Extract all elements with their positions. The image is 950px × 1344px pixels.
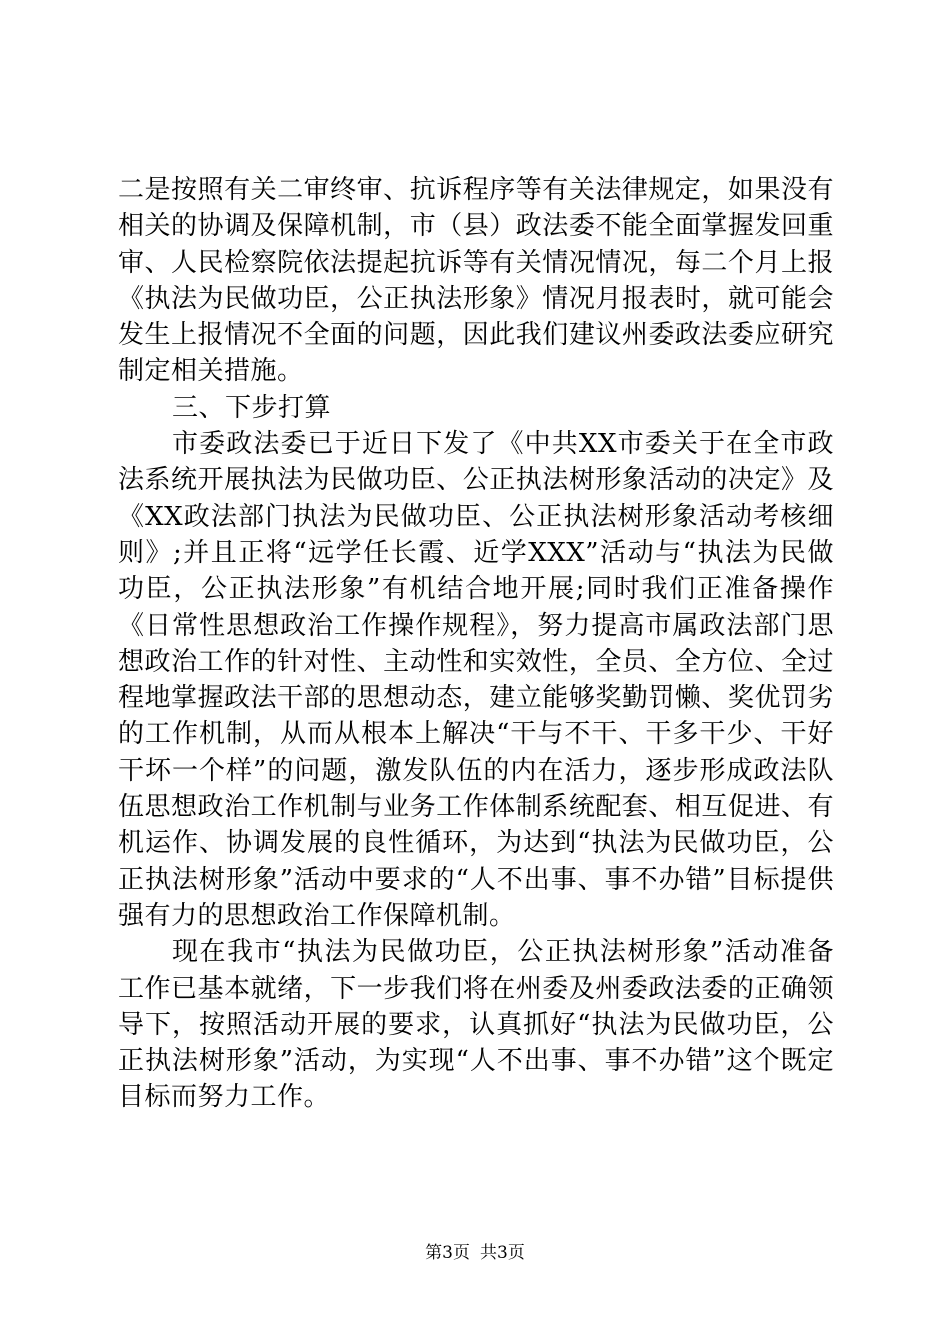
paragraph-conclusion: 现在我市“执法为民做功臣，公正执法树形象”活动准备工作已基本就绪，下一步我们将在州委及州委政法委的正确领导下，按照活动开展的要求，认真抓好“执法为民做功臣，公正执法树形象”活动，为实现“人不出事、事不办错”这个既定目标而努力工作。 (118, 937, 834, 1113)
page-footer (0, 1242, 950, 1264)
paragraph-plan: 市委政法委已于近日下发了《中共XX市委关于在全市政法系统开展执法为民做功臣、公正执法树形象活动的决定》及《XX政法部门执法为民做功臣、公正执法树形象活动考核细则》;并且正将“远学任长霞、近学XXX”活动与“执法为民做功臣，公正执法形象”有机结合地开展;同时我们正准备操作《日常性思想政治工作操作规程》，努力提高市属政法部门思想政治工作的针对性、主动性和实效性，全员、全方位、全过程地掌握政法干部的思想动态，建立能够奖勤罚懒、奖优罚劣的工作机制，从而从根本上解决“干与不干、干多干少、干好干坏一个样”的问题，激发队伍的内在活力，逐步形成政法队伍思想政治工作机制与业务工作体制系统配套、相互促进、有机运作、协调发展的良性循环，为达到“执法为民做功臣，公正执法树形象”活动中要求的“人不出事、事不办错”目标提供强有力的思想政治工作保障机制。 (118, 429, 834, 931)
page-number: 第3页 (425, 1243, 470, 1263)
document-body (118, 172, 834, 1116)
page-total: 共3页 (480, 1243, 525, 1263)
paragraph-mechanism-issue: 二是按照有关二审终审、抗诉程序等有关法律规定，如果没有相关的协调及保障机制，市（县）政法委不能全面掌握发回重审、人民检察院依法提起抗诉等有关情况情况，每二个月上报《执法为民做功臣，公正执法形象》情况月报表时，就可能会发生上报情况不全面的问题，因此我们建议州委政法委应研究制定相关措施。 (118, 175, 834, 387)
section-heading-next-steps: 三、下步打算 (172, 392, 332, 423)
